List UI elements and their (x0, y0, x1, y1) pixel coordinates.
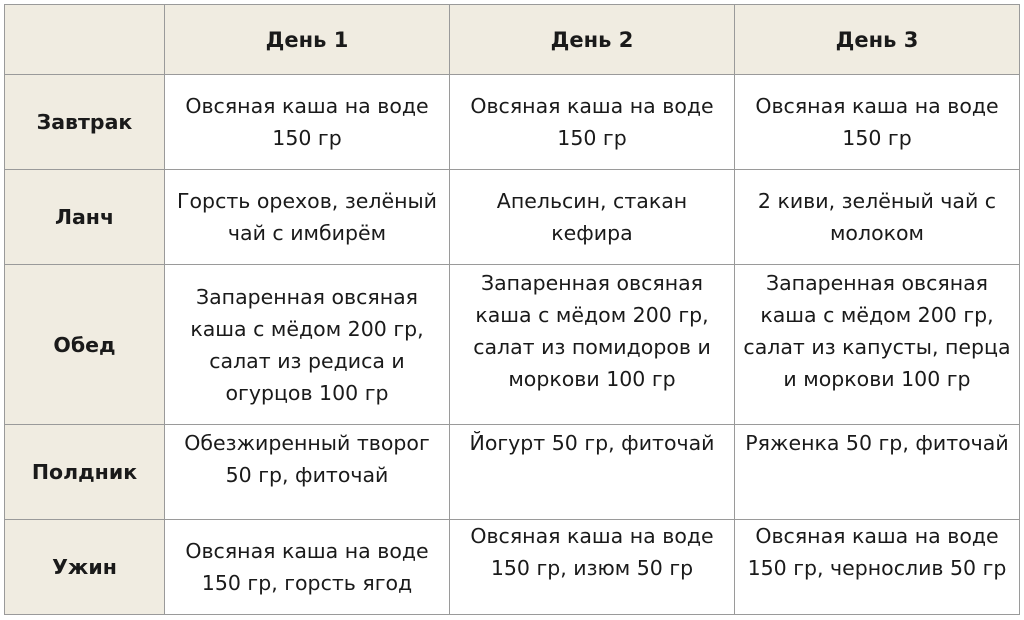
day-2-header: День 2 (450, 5, 735, 75)
table-cell: Запаренная овсяная каша с мёдом 200 гр, салат из редиса и огурцов 100 гр (165, 265, 450, 425)
meal-label-snack: Полдник (5, 425, 165, 520)
corner-cell (5, 5, 165, 75)
table-cell: Овсяная каша на воде 150 гр, изюм 50 гр (450, 520, 735, 615)
table-cell: Запаренная овсяная каша с мёдом 200 гр, салат из помидоров и моркови 100 гр (450, 265, 735, 425)
table-row (5, 75, 1020, 170)
table-cell: Овсяная каша на воде 150 гр (165, 75, 450, 170)
table-cell: Овсяная каша на воде 150 гр, чернослив 50 гр (735, 520, 1020, 615)
table-cell: Обезжиренный творог 50 гр, фиточай (165, 425, 450, 520)
table-row (5, 170, 1020, 265)
table-cell: Йогурт 50 гр, фиточай (450, 425, 735, 520)
table-row (5, 520, 1020, 615)
table-row (5, 425, 1020, 520)
table-cell: Ряженка 50 гр, фиточай (735, 425, 1020, 520)
header-row (5, 5, 1020, 75)
meal-label-lunch: Ланч (5, 170, 165, 265)
table-row (5, 265, 1020, 425)
meal-label-supper: Ужин (5, 520, 165, 615)
table-cell: Овсяная каша на воде 150 гр, горсть ягод (165, 520, 450, 615)
table-cell: 2 киви, зелёный чай с молоком (735, 170, 1020, 265)
day-1-header: День 1 (165, 5, 450, 75)
meal-plan-table (4, 4, 1020, 615)
table-cell: Апельсин, стакан кефира (450, 170, 735, 265)
table-cell: Горсть орехов, зелёный чай с имбирём (165, 170, 450, 265)
table-cell: Запаренная овсяная каша с мёдом 200 гр, салат из капусты, перца и моркови 100 гр (735, 265, 1020, 425)
table-cell: Овсяная каша на воде 150 гр (450, 75, 735, 170)
day-3-header: День 3 (735, 5, 1020, 75)
table-cell: Овсяная каша на воде 150 гр (735, 75, 1020, 170)
meal-label-breakfast: Завтрак (5, 75, 165, 170)
meal-label-dinner: Обед (5, 265, 165, 425)
